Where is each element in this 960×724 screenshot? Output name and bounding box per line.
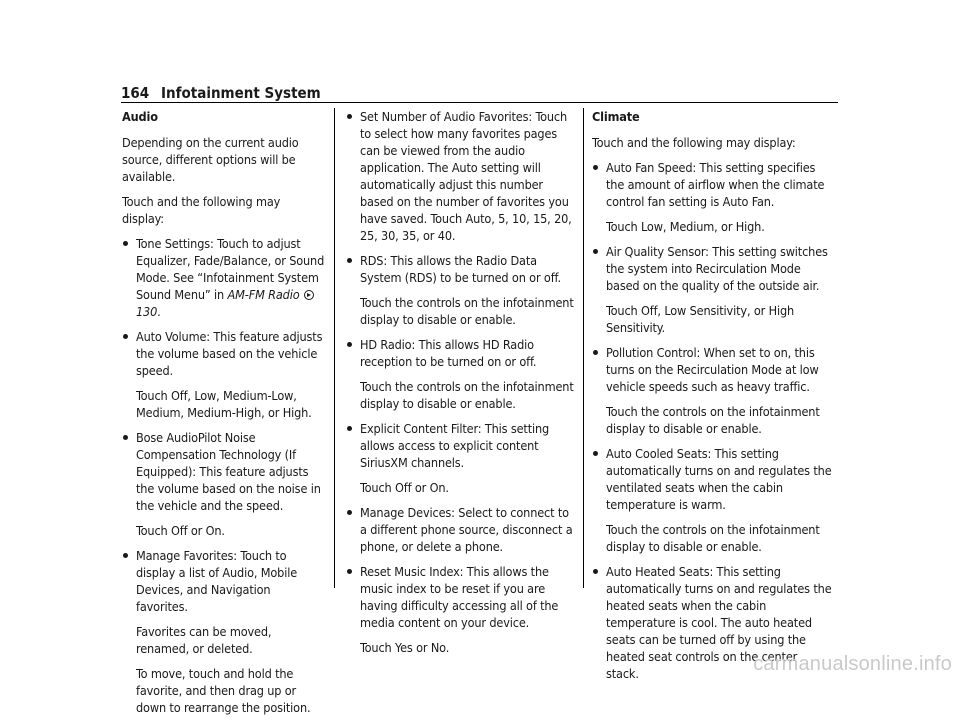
bullet-icon (347, 258, 352, 263)
bullet-icon (347, 342, 352, 347)
page-number: 164 (121, 84, 150, 102)
audio-favorites-count-text: Set Number of Audio Favorites: Touch to select how many favorites pages can be viewed from the audio application. The Auto setting will automatically adjust this number based on the number of favorites you have saved. Touch Auto, 5, 10, 15, 20, 25, 30, 35, or 40. (360, 109, 572, 243)
page-ref-arrow-icon (304, 290, 314, 300)
hd-radio-options: Touch the controls on the infotainment display to disable or enable. (360, 379, 574, 411)
auto-volume-text: Auto Volume: This feature adjusts the volume based on the vehicle speed. (136, 329, 323, 378)
hd-radio-text: HD Radio: This allows HD Radio reception to be turned on or off. (360, 337, 537, 369)
explicit-filter-options: Touch Off or On. (360, 480, 449, 495)
bose-audiopilot-text: Bose AudioPilot Noise Compensation Technology (If Equipped): This feature adjusts the volume based on the noise in the vehicle and the speed. (136, 430, 321, 513)
tone-settings-text: Tone Settings: Touch to adjust Equalizer, Fade/Balance, or Sound Mode. See “Infotainment System Sound Menu” in (136, 236, 325, 302)
list-item (122, 547, 325, 615)
manage-favorites-text: Manage Favorites: Touch to display a list of Audio, Mobile Devices, and Navigation favorites. (136, 548, 298, 614)
rds-text: RDS: This allows the Radio Data System (RDS) to be turned on or off. (360, 253, 561, 285)
auto-cooled-seats-options: Touch the controls on the infotainment display to disable or enable. (606, 522, 820, 554)
auto-heated-seats-text: Auto Heated Seats: This setting automatically turns on and regulates the heated seats when the cabin temperature is cool. The auto heated seats can be turned off by using the heated seat controls on the center stack. (606, 564, 832, 681)
auto-fan-speed-text: Auto Fan Speed: This setting specifies the amount of airflow when the climate control fan setting is Auto Fan. (606, 160, 825, 209)
list-item (592, 159, 832, 210)
list-item (346, 336, 578, 370)
bullet-icon (347, 510, 352, 515)
list-item (592, 344, 832, 395)
manage-devices-text: Manage Devices: Select to connect to a different phone source, disconnect a phone, or delete a phone. (360, 505, 573, 554)
column-divider (583, 108, 584, 588)
list-item (346, 420, 578, 471)
explicit-filter-text: Explicit Content Filter: This setting allows access to explicit content SiriusXM channels. (360, 421, 550, 470)
list-item (346, 252, 578, 286)
list-item (122, 429, 325, 514)
air-quality-sensor-text: Air Quality Sensor: This setting switches the system into Recirculation Mode based on the quality of the outside air. (606, 244, 828, 293)
bullet-icon (347, 569, 352, 574)
pollution-control-options: Touch the controls on the infotainment display to disable or enable. (606, 404, 820, 436)
favorites-note-2: To move, touch and hold the favorite, and then drag up or down to rearrange the position. (136, 666, 311, 715)
column-3 (592, 108, 832, 690)
bullet-icon (593, 569, 598, 574)
bullet-icon (593, 165, 598, 170)
tone-settings-end: . (157, 304, 161, 319)
rds-options: Touch the controls on the infotainment display to disable or enable. (360, 295, 574, 327)
favorites-note-1: Favorites can be moved, renamed, or deleted. (136, 624, 272, 656)
list-item (346, 108, 578, 244)
bullet-icon (593, 451, 598, 456)
page-header (121, 84, 838, 103)
bullet-icon (123, 553, 128, 558)
list-item (592, 243, 832, 294)
column-2 (346, 108, 578, 664)
list-item (122, 235, 325, 320)
climate-heading: Climate (592, 109, 640, 124)
auto-fan-speed-options: Touch Low, Medium, or High. (606, 219, 765, 234)
bullet-icon (123, 334, 128, 339)
section-title: Infotainment System (161, 84, 321, 102)
auto-cooled-seats-text: Auto Cooled Seats: This setting automatically turns on and regulates the ventilated seats when the cabin temperature is warm. (606, 446, 832, 512)
reset-music-index-text: Reset Music Index: This allows the music index to be reset if you are having difficulty accessing all of the media content on your device. (360, 564, 559, 630)
bullet-icon (347, 114, 352, 119)
audio-heading: Audio (122, 109, 158, 124)
bullet-icon (123, 241, 128, 246)
bullet-icon (593, 249, 598, 254)
climate-touch-intro: Touch and the following may display: (592, 135, 796, 150)
list-item (346, 563, 578, 631)
page-ref-number[interactable]: 130 (136, 304, 158, 319)
column-divider (334, 108, 335, 588)
audio-touch-intro: Touch and the following may display: (122, 194, 281, 226)
bullet-icon (347, 426, 352, 431)
bullet-icon (593, 350, 598, 355)
list-item (592, 445, 832, 513)
bullet-icon (123, 435, 128, 440)
air-quality-sensor-options: Touch Off, Low Sensitivity, or High Sensitivity. (606, 303, 795, 335)
pollution-control-text: Pollution Control: When set to on, this turns on the Recirculation Mode at low vehicle speeds such as heavy traffic. (606, 345, 819, 394)
list-item (346, 504, 578, 555)
watermark: carmanualsonline.info (753, 653, 952, 675)
column-1 (122, 108, 325, 724)
reset-music-index-options: Touch Yes or No. (360, 640, 450, 655)
bose-audiopilot-options: Touch Off or On. (136, 523, 225, 538)
am-fm-radio-link[interactable]: AM-FM Radio (227, 287, 300, 302)
audio-intro: Depending on the current audio source, different options will be available. (122, 135, 299, 184)
list-item (122, 328, 325, 379)
auto-volume-options: Touch Off, Low, Medium-Low, Medium, Medium-High, or High. (136, 388, 312, 420)
